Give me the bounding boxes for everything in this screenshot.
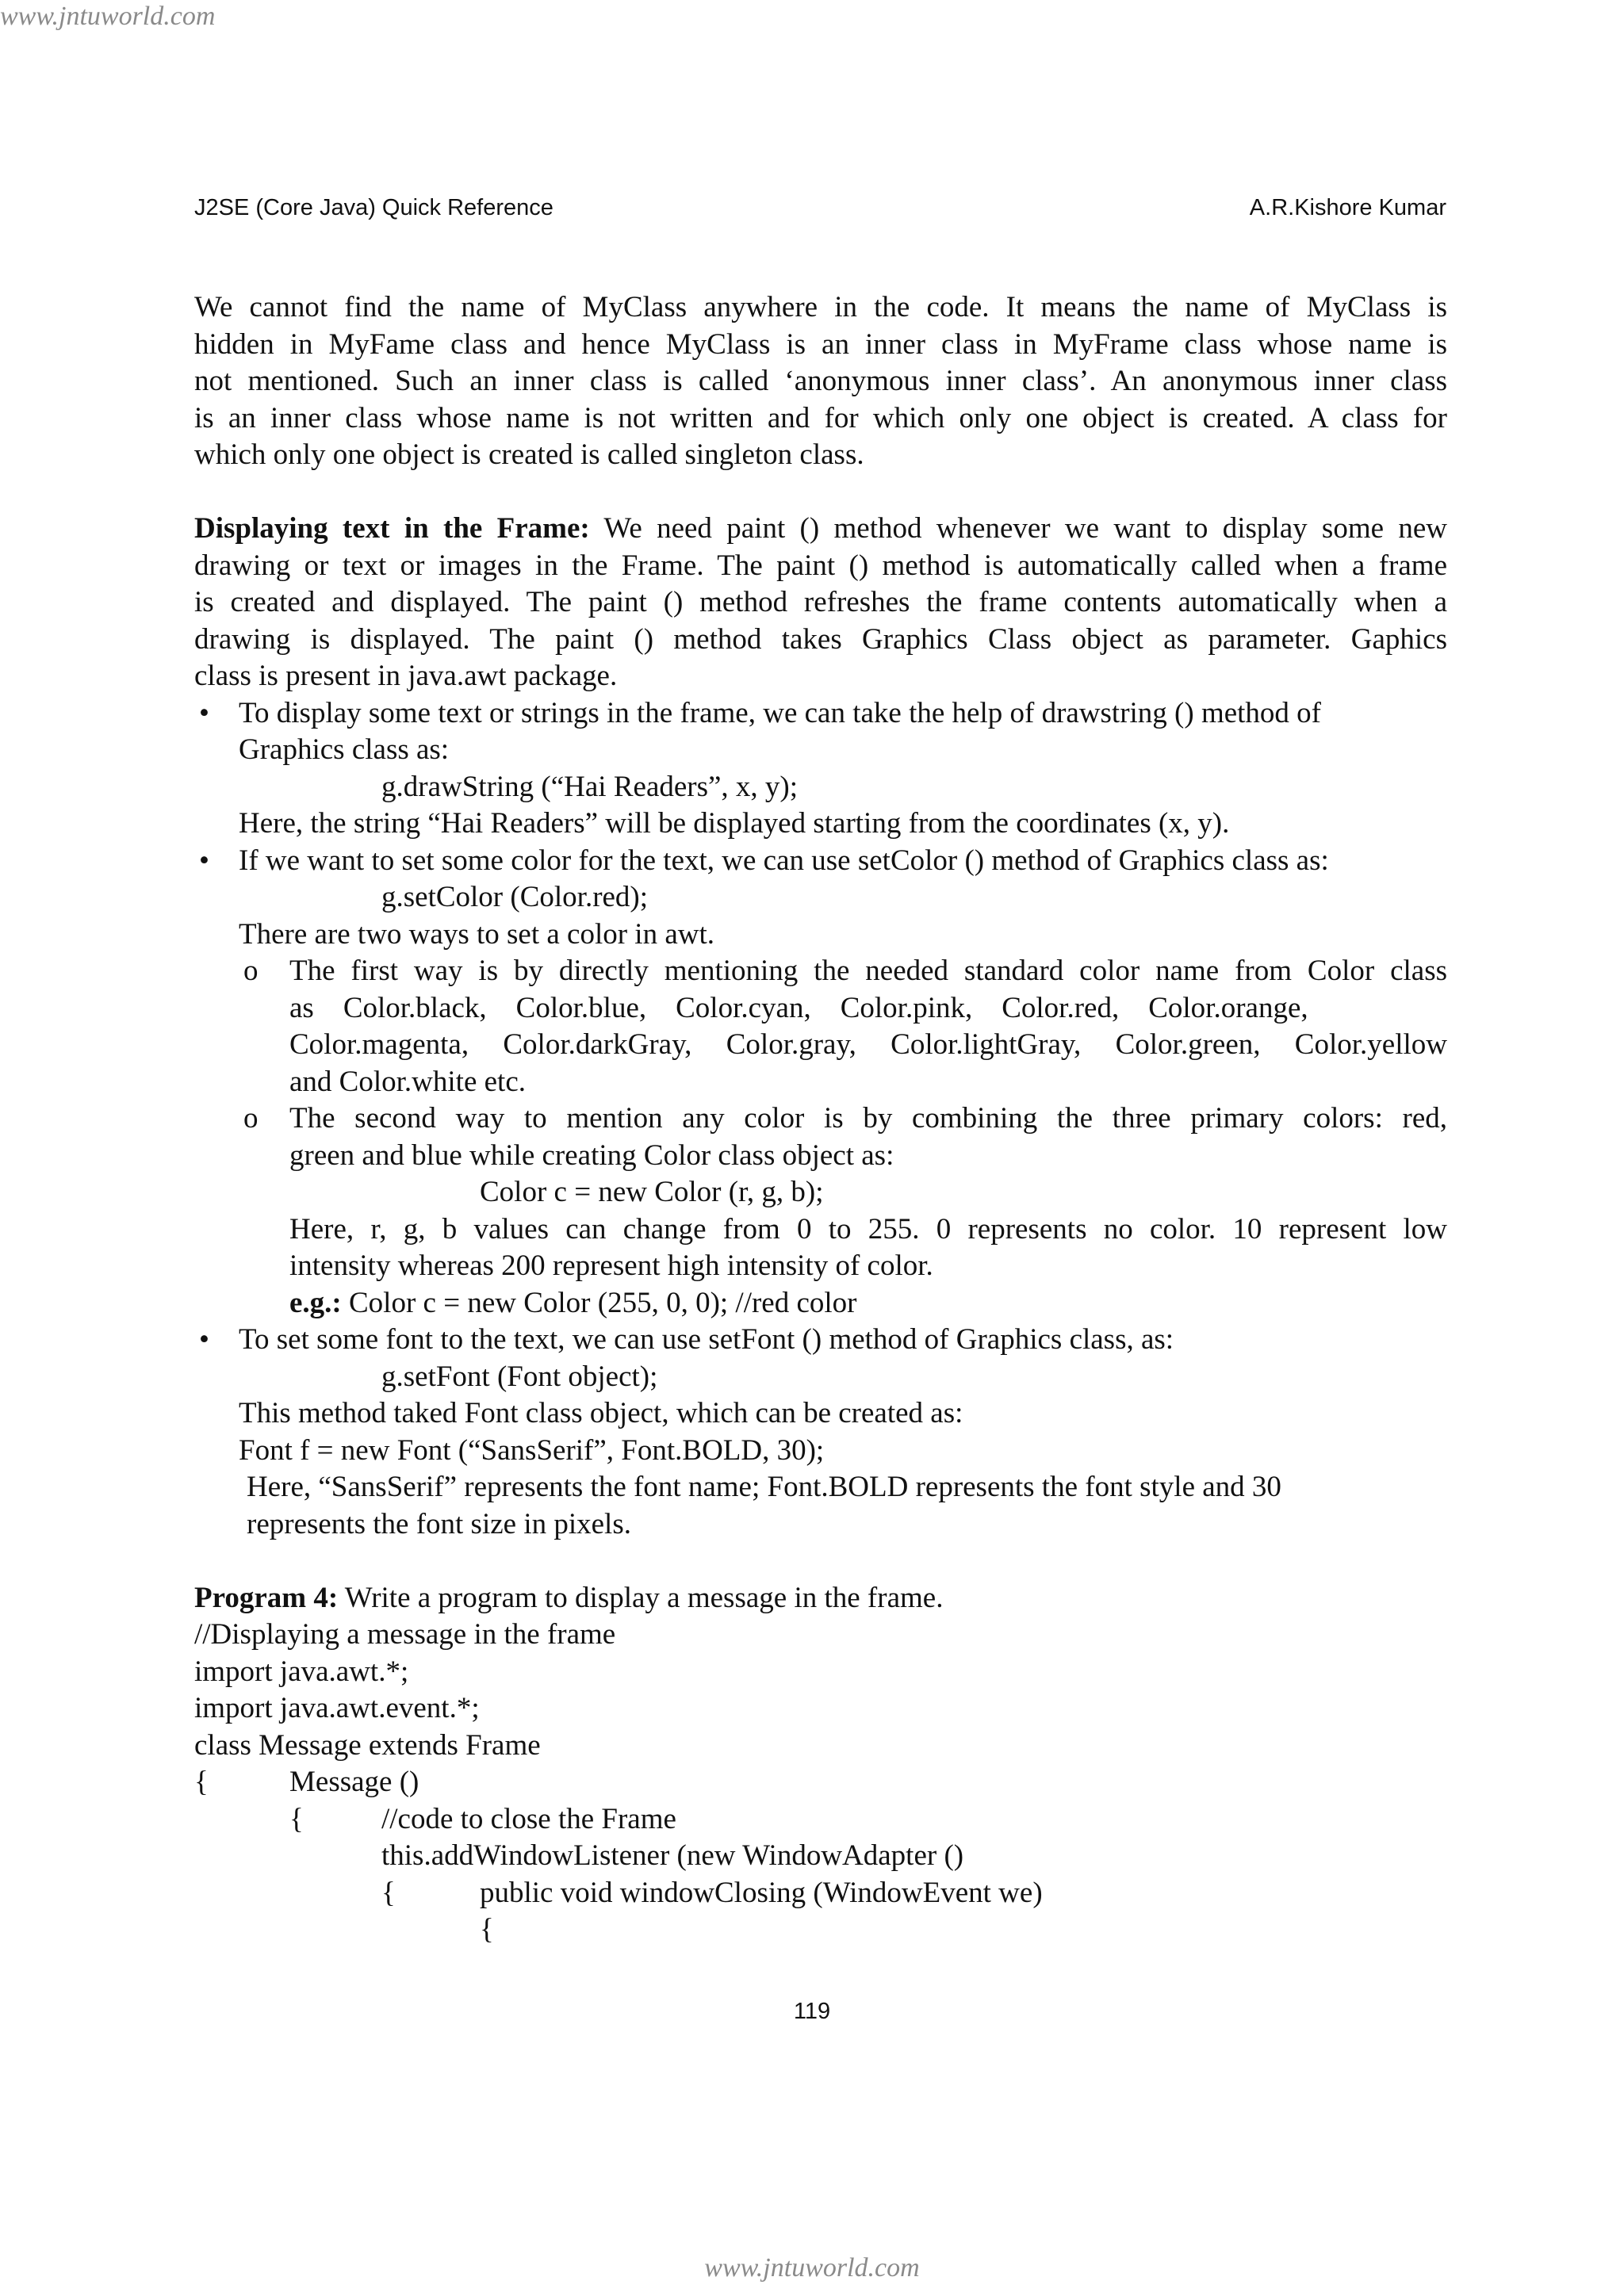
bullet-line: This method taked Font class object, which can be created as: bbox=[239, 1397, 963, 1429]
running-header-author: A.R.Kishore Kumar bbox=[1249, 195, 1446, 220]
paragraph-line: class is present in java.awt package. bbox=[194, 660, 618, 692]
code-snippet: g.setFont (Font object); bbox=[381, 1360, 658, 1393]
example-code: Color c = new Color (255, 0, 0); //red color bbox=[341, 1286, 857, 1319]
bullet-line: Here, the string “Hai Readers” will be displayed starting from the coordinates (x, y). bbox=[239, 807, 1230, 840]
bullet-marker: • bbox=[199, 696, 209, 729]
watermark-top: www.jntuworld.com bbox=[0, 2, 216, 31]
section-heading: Displaying text in the Frame: bbox=[194, 512, 590, 545]
sub-bullet-marker: o bbox=[243, 955, 259, 987]
code-snippet: g.setColor (Color.red); bbox=[381, 881, 649, 913]
sub-bullet-line: as Color.black, Color.blue, Color.cyan, Color.pink, Color.red, Color.orange, bbox=[289, 991, 1308, 1024]
paragraph-line: is an inner class whose name is not written and for which only one object is created. A class for bbox=[194, 401, 1447, 434]
bullet-marker: • bbox=[199, 1323, 209, 1356]
paragraph-line: drawing is displayed. The paint () method takes Graphics Class object as parameter. Gaphics bbox=[194, 622, 1447, 656]
paragraph-line: drawing or text or images in the Frame. The paint () method is automatically called when a frame bbox=[194, 549, 1447, 582]
program-label: Program 4: bbox=[194, 1581, 339, 1614]
sub-bullet-line: intensity whereas 200 represent high intensity of color. bbox=[289, 1249, 933, 1282]
code-brace: { bbox=[289, 1802, 304, 1835]
sub-bullet-item: o The first way is by directly mentioning the needed standard color name from Color class bbox=[194, 953, 1447, 990]
code-line: this.addWindowListener (new WindowAdapter () bbox=[381, 1839, 964, 1872]
bullet-line: Graphics class as: bbox=[239, 733, 450, 766]
bullet-item: • If we want to set some color for the text, we can use setColor () method of Graphics class as: bbox=[194, 843, 1447, 880]
code-line: //Displaying a message in the frame bbox=[194, 1618, 616, 1651]
code-line: class Message extends Frame bbox=[194, 1728, 541, 1762]
page-body bbox=[194, 289, 1447, 1949]
bullet-line: Here, “SansSerif” represents the font name; Font.BOLD represents the font style and 30 bbox=[247, 1471, 1281, 1503]
bullet-item: • To display some text or strings in the frame, we can take the help of drawstring () method of bbox=[194, 695, 1447, 733]
paragraph-line: hidden in MyFame class and hence MyClass is an inner class in MyFrame class whose name is bbox=[194, 327, 1447, 361]
sub-bullet-item: o The second way to mention any color is by combining the three primary colors: red, bbox=[194, 1100, 1447, 1138]
bullet-item: • To set some font to the text, we can use setFont () method of Graphics class, as: bbox=[194, 1322, 1447, 1359]
sub-bullet-line: Here, r, g, b values can change from 0 to 255. 0 represents no color. 10 represent low bbox=[289, 1212, 1447, 1246]
code-brace: { bbox=[480, 1913, 494, 1946]
page-number: 119 bbox=[793, 1999, 831, 2024]
section-text: We need paint () method whenever we want to display some new bbox=[589, 512, 1447, 545]
program-heading bbox=[194, 1580, 1447, 1617]
code-line: { public void windowClosing (WindowEvent we) bbox=[194, 1875, 1447, 1912]
example-label: e.g.: bbox=[289, 1286, 342, 1319]
bullet-marker: • bbox=[199, 844, 209, 877]
code-line: import java.awt.*; bbox=[194, 1655, 409, 1688]
sub-bullet-line: green and blue while creating Color class object as: bbox=[289, 1138, 894, 1172]
code-line: { Message () bbox=[194, 1764, 1447, 1801]
sub-bullet-marker: o bbox=[243, 1102, 259, 1135]
program-title: Write a program to display a message in the frame. bbox=[338, 1581, 944, 1614]
sub-bullet-line: and Color.white etc. bbox=[289, 1065, 526, 1098]
sub-bullet-line: Color.magenta, Color.darkGray, Color.gray, Color.lightGray, Color.green, Color.yellow bbox=[289, 1028, 1447, 1061]
paragraph-line: is created and displayed. The paint () method refreshes the frame contents automatically when a bbox=[194, 586, 1447, 618]
code-brace: { bbox=[194, 1766, 209, 1798]
bullet-line: There are two ways to set a color in awt. bbox=[239, 917, 715, 951]
code-line: import java.awt.event.*; bbox=[194, 1692, 480, 1724]
running-header-title: J2SE (Core Java) Quick Reference bbox=[194, 195, 553, 220]
code-snippet: Color c = new Color (r, g, b); bbox=[480, 1176, 824, 1208]
section-first-line bbox=[194, 511, 1447, 548]
code-line bbox=[194, 1911, 1447, 1949]
paragraph-line: We cannot find the name of MyClass anywhere in the code. It means the name of MyClass is bbox=[194, 291, 1447, 323]
code-snippet: g.drawString (“Hai Readers”, x, y); bbox=[381, 770, 799, 803]
code-snippet: Font f = new Font (“SansSerif”, Font.BOLD, 30); bbox=[239, 1433, 825, 1467]
example-line bbox=[194, 1285, 1447, 1322]
code-brace: { bbox=[381, 1876, 396, 1909]
paragraph-line: not mentioned. Such an inner class is called ‘anonymous inner class’. An anonymous inner class bbox=[194, 365, 1447, 397]
watermark-bottom: www.jntuworld.com bbox=[704, 2253, 920, 2283]
bullet-line: represents the font size in pixels. bbox=[247, 1507, 631, 1540]
paragraph-line: which only one object is created is called singleton class. bbox=[194, 438, 864, 471]
code-line: { //code to close the Frame bbox=[194, 1801, 1447, 1839]
